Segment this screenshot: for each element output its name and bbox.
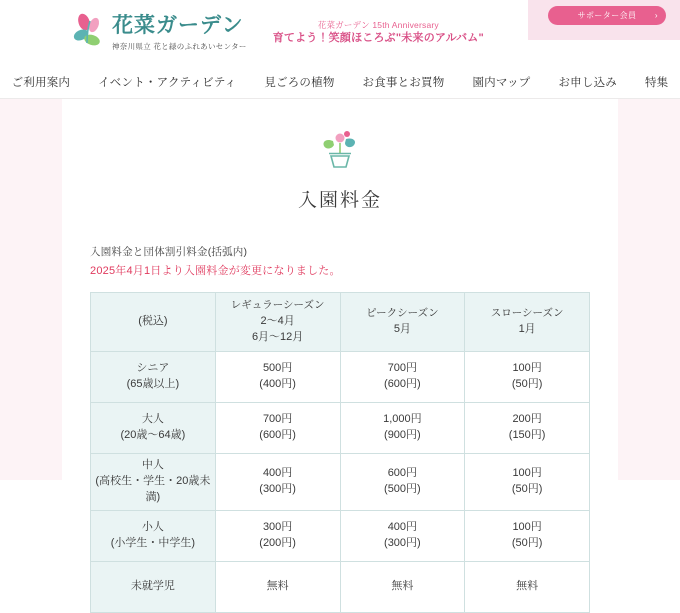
logo-subtitle: 神奈川県立 花と緑のふれあいセンター	[112, 41, 247, 51]
anniversary-heading: 花菜ガーデン 15th Anniversary	[317, 19, 439, 30]
left-decor-strip	[0, 99, 62, 480]
content-area	[0, 99, 680, 592]
cell-preschool-regular: 無料	[215, 561, 340, 612]
cell-senior-regular: 500円 (400円)	[215, 352, 340, 403]
table-row	[91, 454, 590, 511]
cell-senior-slow: 100円 (50円)	[465, 352, 590, 403]
anniversary-banner	[273, 20, 484, 46]
cell-senior-peak: 700円 (600円)	[340, 352, 465, 403]
site-header	[0, 0, 680, 66]
fee-table-head	[91, 293, 590, 352]
cell-child-peak: 400円 (300円)	[340, 510, 465, 561]
col-header-regular-season: レギュラーシーズン 2〜4月 6月〜12月	[215, 293, 340, 352]
admission-fee-table	[90, 292, 590, 613]
nav-item-guide[interactable]: ご利用案内	[11, 77, 71, 89]
logo-text	[112, 14, 247, 51]
supporter-member-button[interactable]	[548, 6, 666, 25]
cell-youth-slow: 100円 (50円)	[465, 454, 590, 511]
nav-item-features[interactable]: 特集	[644, 77, 669, 89]
fee-note-change: 2025年4月1日より入園料金が変更になりました。	[90, 265, 341, 277]
nav-item-plants[interactable]: 見ごろの植物	[264, 77, 335, 89]
table-row	[91, 352, 590, 403]
nav-item-apply[interactable]: お申し込み	[558, 77, 617, 89]
table-header-row	[91, 293, 590, 352]
cell-youth-peak: 600円 (500円)	[340, 454, 465, 511]
table-row	[91, 510, 590, 561]
chevron-right-icon: ›	[654, 11, 658, 20]
plant-pot-icon	[313, 125, 367, 173]
cell-child-slow: 100円 (50円)	[465, 510, 590, 561]
fee-notes	[90, 244, 618, 278]
col-header-tax: (税込)	[91, 293, 216, 352]
row-header-senior: シニア (65歳以上)	[91, 352, 216, 403]
row-header-child: 小人 (小学生・中学生)	[91, 510, 216, 561]
nav-item-map[interactable]: 園内マップ	[472, 77, 531, 89]
nav-item-events[interactable]: イベント・アクティビティ	[98, 77, 237, 89]
site-logo[interactable]	[72, 13, 247, 53]
main-content	[62, 99, 618, 592]
row-header-youth: 中人 (高校生・学生・20歳未満)	[91, 454, 216, 511]
table-row	[91, 561, 590, 612]
main-navigation	[0, 66, 680, 99]
row-header-preschool: 未就学児	[91, 561, 216, 612]
anniversary-tagline: 育てよう！笑顔ほころぶ"未来のアルバム"	[272, 32, 484, 45]
supporter-member-label: サポーター会員	[577, 11, 637, 20]
cell-preschool-peak: 無料	[340, 561, 465, 612]
fee-table-body	[91, 352, 590, 613]
cell-youth-regular: 400円 (300円)	[215, 454, 340, 511]
cell-adult-peak: 1,000円 (900円)	[340, 403, 465, 454]
fee-note-general: 入園料金と団体割引料金(括弧内)	[90, 246, 248, 258]
cell-adult-slow: 200円 (150円)	[465, 403, 590, 454]
header-right-panel	[528, 0, 680, 40]
col-header-peak-season: ピークシーズン 5月	[340, 293, 465, 352]
cell-preschool-slow: 無料	[465, 561, 590, 612]
logo-title: 花菜ガーデン	[112, 14, 244, 38]
right-decor-strip	[618, 99, 680, 480]
cell-child-regular: 300円 (200円)	[215, 510, 340, 561]
col-header-slow-season: スローシーズン 1月	[465, 293, 590, 352]
table-row	[91, 403, 590, 454]
row-header-adult: 大人 (20歳〜64歳)	[91, 403, 216, 454]
page-title: 入園料金	[297, 190, 382, 211]
cell-adult-regular: 700円 (600円)	[215, 403, 340, 454]
flower-logo-icon	[72, 13, 106, 53]
nav-item-dining[interactable]: お食事とお買物	[362, 77, 445, 89]
